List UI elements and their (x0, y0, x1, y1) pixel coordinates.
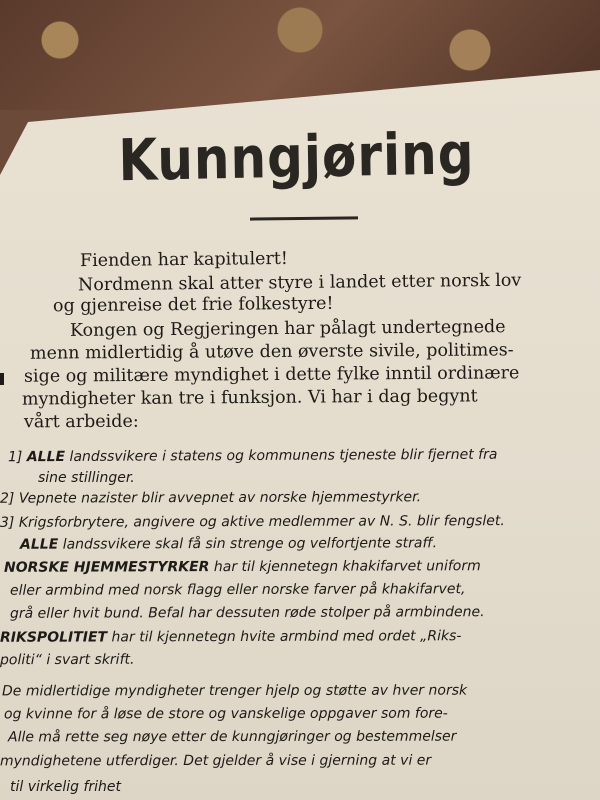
text-line-21: Alle må rette seg nøye etter de kunngjøringer og bestemmelser (7, 728, 457, 746)
text-line-8: vårt arbeide: (23, 411, 139, 433)
text-line-4: Kongen og Regjeringen har pålagt undertegnede (69, 317, 506, 341)
list-text: Vepnete nazister blir avvepnet av norske hjemmestyrker. (18, 489, 422, 507)
list-number: 3] (0, 514, 15, 531)
text-line-15: eller armbind med norsk flagg eller norske farver på khakifarvet, (9, 581, 466, 599)
text-line-5: menn midlertidig å utøve den øverste sivile, politimes- (29, 340, 514, 364)
list-number: 2] (0, 490, 15, 507)
text-line-10: sine stillinger. (38, 470, 135, 486)
list-item-3 (0, 514, 505, 530)
emphasis: NORSKE HJEMMESTYRKER (3, 559, 210, 576)
text-line-1: Fienden har kapitulert! (79, 248, 289, 272)
list-text: landssvikere i statens og kommunens tjeneste blir fjernet fra (65, 446, 498, 465)
text-line-2: Nordmenn skal atter styre i landet etter norsk lov (77, 270, 522, 296)
text-line-18: politi“ i svart skrift. (0, 651, 135, 669)
list-number: 1] (7, 449, 23, 466)
emphasis: RIKSPOLITIET (0, 629, 108, 646)
text-line-14: NORSKE HJEMMESTYRKER har til kjennetegn khakifarvet uniform (3, 558, 481, 576)
text-line-23: til virkelig frihet (10, 779, 122, 795)
emphasis: ALLE (26, 448, 66, 466)
text-line-6: sige og militære myndighet i dette fylke inntil ordinære (23, 363, 520, 387)
poster-title: Kunngjøring (117, 120, 476, 195)
list-text: Krigsforbrytere, angivere og aktive medlemmer av N. S. blir fengslet. (18, 513, 505, 531)
text-line-22: myndighetene utferdiger. Det gjelder å vise i gjerning at vi er (0, 752, 432, 770)
text-line-13: ALLE landssvikere skal få sin strenge og velfortjente straff. (19, 535, 438, 553)
text-line-17: RIKSPOLITIET har til kjennetegn hvite armbind med ordet „Riks- (0, 628, 462, 646)
emphasis: ALLE (19, 536, 59, 553)
text-line-7: myndigheter kan tre i funksjon. Vi har i dag begynt (21, 386, 478, 410)
list-item-1 (8, 448, 497, 465)
text-line-20: og kvinne for å løse de store og vanskelige oppgaver som fore- (3, 705, 448, 723)
text-line-19: De midlertidige myndigheter trenger hjelp og støtte av hver norsk (1, 682, 468, 700)
edge-mark (0, 373, 4, 385)
list-item-2 (0, 490, 421, 505)
text-line-16: grå eller hvit bund. Befal har dessuten røde stolper på armbindene. (9, 604, 485, 622)
text-line-3: og gjenreise det frie folkestyre! (52, 293, 334, 317)
